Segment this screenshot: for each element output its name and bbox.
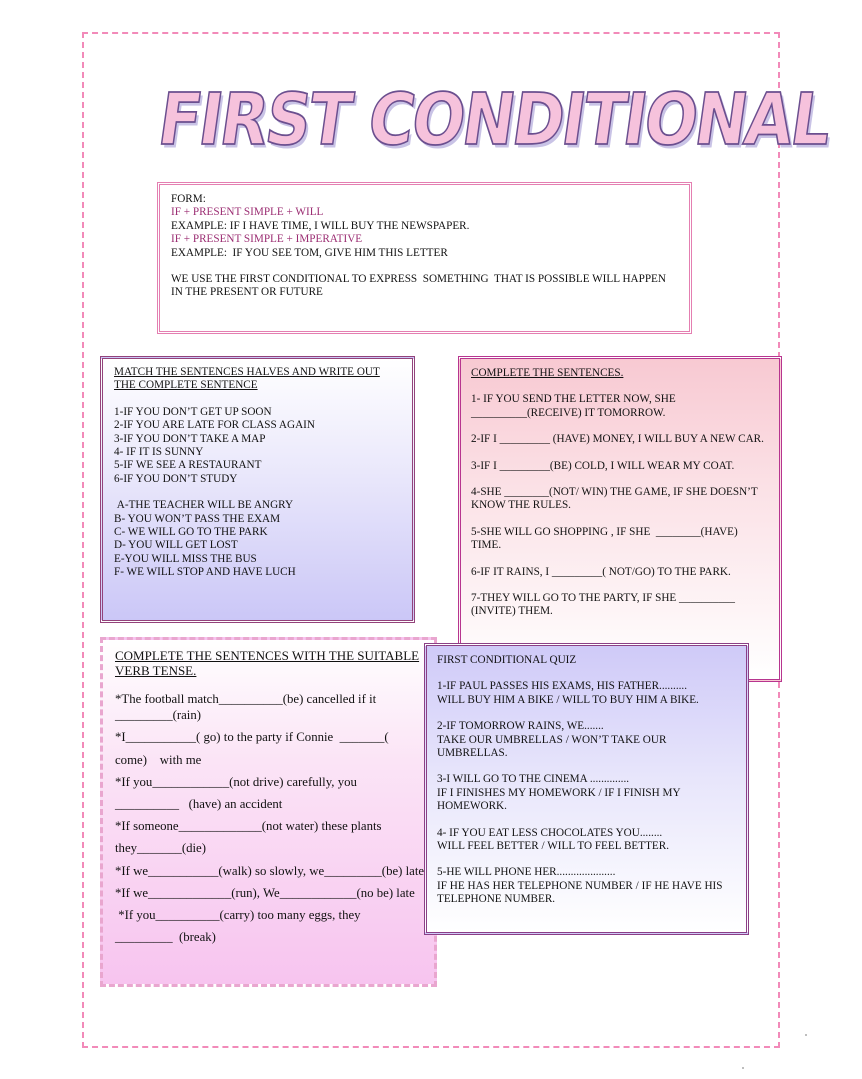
verb-line: they_______(die) [115, 841, 206, 856]
quiz-question: 2-IF TOMORROW RAINS, WE....... [437, 720, 604, 733]
verb-line: come) with me [115, 752, 202, 767]
complete-box [458, 356, 782, 682]
quiz-question: 3-I WILL GO TO THE CINEMA .............. [437, 773, 630, 786]
verb-line: *If you____________(not drive) carefully, you [115, 774, 357, 789]
half-a-item: 5-IF WE SEE A RESTAURANT [114, 459, 262, 472]
complete-heading: COMPLETE THE SENTENCES. [471, 367, 624, 379]
complete-item: 7-THEY WILL GO TO THE PARTY, IF SHE __________ (INVITE) THEM. [471, 592, 738, 618]
quiz-question: 1-IF PAUL PASSES HIS EXAMS, HIS FATHER.......... [437, 680, 688, 693]
half-a-item: 1-IF YOU DON’T GET UP SOON [114, 405, 272, 418]
match-heading: MATCH THE SENTENCES HALVES AND WRITE OUT THE COMPLETE SENTENCE [114, 366, 380, 392]
half-b-item: A-THE TEACHER WILL BE ANGRY [114, 499, 294, 512]
verb-line: *If you__________(carry) too many eggs, they [115, 908, 361, 923]
quiz-options: IF HE HAS HER TELEPHONE NUMBER / IF HE HAVE HIS TELEPHONE NUMBER. [437, 879, 726, 906]
quiz-options: WILL FEEL BETTER / WILL TO FEEL BETTER. [437, 840, 669, 853]
form-line: EXAMPLE: IF YOU SEE TOM, GIVE HIM THIS LETTER [171, 246, 448, 259]
complete-item: 1- IF YOU SEND THE LETTER NOW, SHE __________(RECEIVE) IT TOMORROW. [471, 393, 679, 419]
complete-item: 4-SHE ________(NOT/ WIN) THE GAME, IF SHE DOESN’T KNOW THE RULES. [471, 486, 761, 512]
verb-line: __________ (have) an accident [115, 797, 283, 812]
complete-item: 2-IF I _________ (HAVE) MONEY, I WILL BUY A NEW CAR. [471, 433, 764, 446]
decorative-dot [805, 1034, 807, 1036]
quiz-options: WILL BUY HIM A BIKE / WILL TO BUY HIM A BIKE. [437, 693, 699, 706]
half-b-item: B- YOU WON’T PASS THE EXAM [114, 512, 281, 525]
verb-line: _________(rain) [115, 708, 202, 723]
half-b-item: F- WE WILL STOP AND HAVE LUCH [114, 566, 296, 579]
form-line: FORM: [171, 193, 206, 205]
decorative-dot [742, 1067, 744, 1069]
complete-item: 3-IF I _________(BE) COLD, I WILL WEAR MY COAT. [471, 459, 735, 472]
half-a-item: 2-IF YOU ARE LATE FOR CLASS AGAIN [114, 419, 315, 432]
match-box [100, 356, 415, 623]
form-line: IF + PRESENT SIMPLE + IMPERATIVE [171, 233, 363, 246]
usage-text: WE USE THE FIRST CONDITIONAL TO EXPRESS SOMETHING THAT IS POSSIBLE WILL HAPPEN IN THE PRESENT OR FUTURE [171, 273, 669, 299]
verb-line: *If we___________(walk) so slowly, we_________(be) late [115, 863, 425, 878]
half-b-item: C- WE WILL GO TO THE PARK [114, 526, 268, 539]
verb-line: *The football match__________(be) cancelled if it [115, 692, 377, 706]
verb-heading: COMPLETE THE SENTENCES WITH THE SUITABLE VERB TENSE. [115, 648, 420, 678]
form-line: IF + PRESENT SIMPLE + WILL [171, 206, 324, 219]
quiz-question: 5-HE WILL PHONE HER..................... [437, 866, 616, 879]
half-b-item: D- YOU WILL GET LOST [114, 539, 238, 552]
half-a-item: 6-IF YOU DON’T STUDY [114, 472, 238, 485]
complete-item: 5-SHE WILL GO SHOPPING , IF SHE ________(HAVE) TIME. [471, 525, 741, 552]
verb-line: _________ (break) [115, 930, 216, 945]
quiz-options: IF I FINISHES MY HOMEWORK / IF I FINISH MY HOMEWORK. [437, 786, 683, 813]
half-b-item: E-YOU WILL MISS THE BUS [114, 552, 257, 565]
form-line: EXAMPLE: IF I HAVE TIME, I WILL BUY THE NEWSPAPER. [171, 219, 470, 232]
quiz-box [424, 643, 749, 935]
quiz-question: 4- IF YOU EAT LESS CHOCOLATES YOU........ [437, 826, 663, 839]
page-title: FIRST CONDITIONAL [153, 77, 836, 162]
quiz-heading: FIRST CONDITIONAL QUIZ [437, 654, 577, 666]
verb-tense-box [100, 637, 437, 987]
half-a-item: 4- IF IT IS SUNNY [114, 446, 204, 459]
half-a-item: 3-IF YOU DON’T TAKE A MAP [114, 432, 266, 445]
complete-item: 6-IF IT RAINS, I _________( NOT/GO) TO THE PARK. [471, 565, 731, 578]
verb-line: *If someone_____________(not water) these plants [115, 819, 382, 834]
quiz-options: TAKE OUR UMBRELLAS / WON’T TAKE OUR UMBRELLAS. [437, 733, 670, 760]
form-box [157, 182, 692, 334]
verb-line: *I___________( go) to the party if Connie _______( [115, 730, 389, 745]
verb-line: *If we_____________(run), We____________(no be) late [115, 885, 415, 900]
